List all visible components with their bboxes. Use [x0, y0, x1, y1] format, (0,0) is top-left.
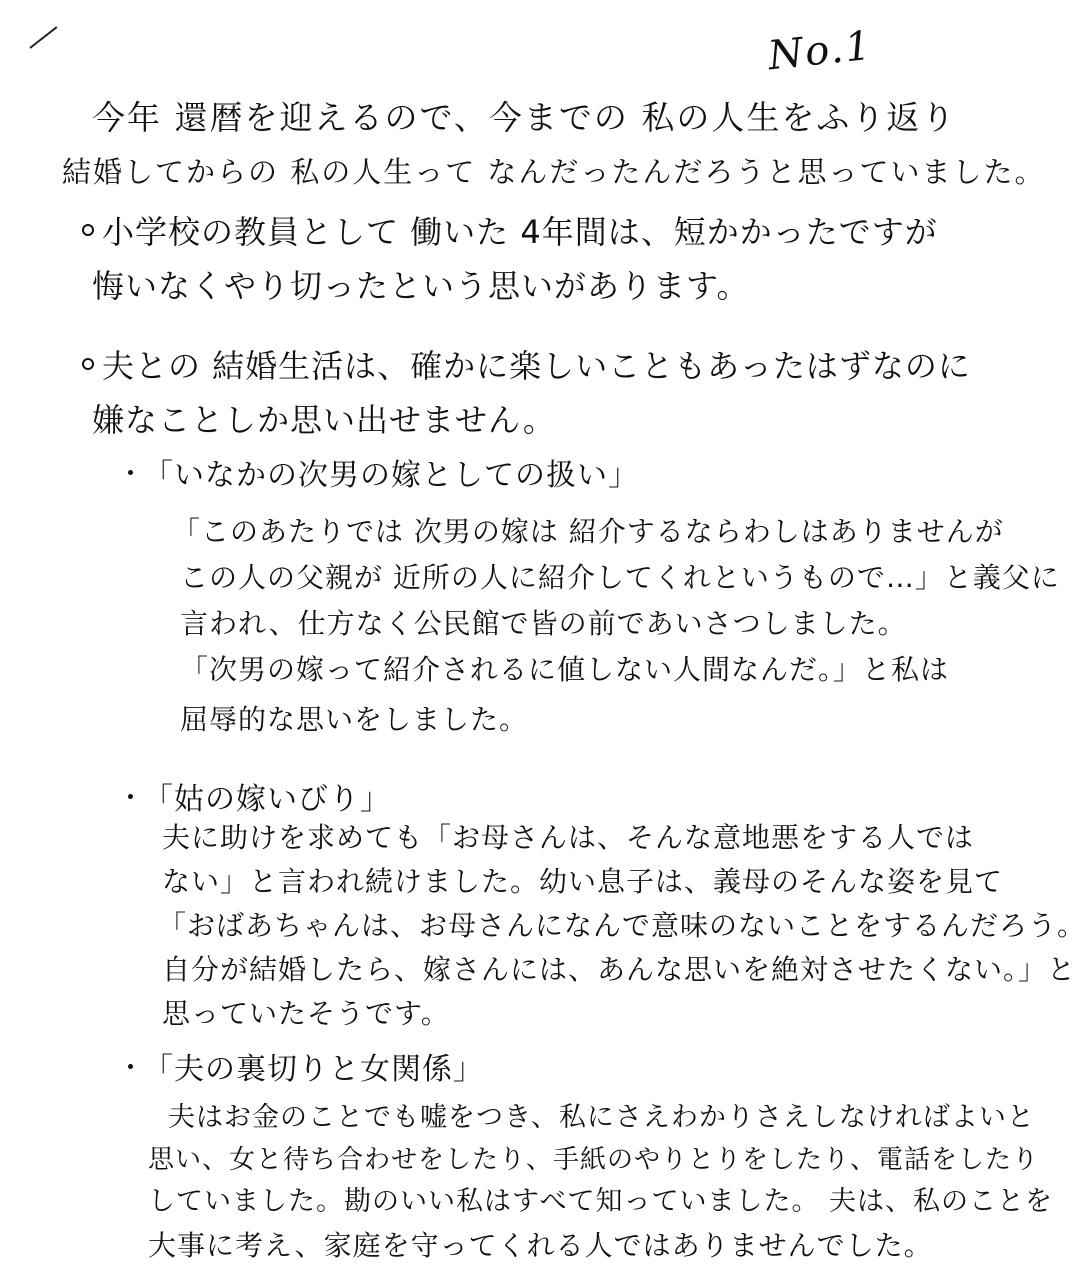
sub2-line-3: 「おばあちゃんは、お母さんになんで意味のないことをするんだろう。 — [158, 909, 1086, 942]
sub3-line-2: 思い、女と待ち合わせをしたり、手紙のやりとりをしたり、電話をしたり — [148, 1145, 1040, 1175]
sub3-line-4: 大事に考え、家庭を守ってくれる人ではありませんでした。 — [148, 1229, 933, 1262]
marriage-line-1 — [82, 346, 971, 386]
sub1-line-1: 「このあたりでは 次男の嫁は 紹介するならわしはありませんが — [172, 515, 1004, 548]
sub3-line-3: していました。勘のいい私はすべて知っていました。 夫は、私のことを — [148, 1186, 1054, 1217]
intro-line-1: 今年 還暦を迎えるので、今までの 私の人生をふり返り — [92, 98, 957, 137]
teacher-line-1-text: 小学校の教員として 働いた 4年間は、短かかったですが — [102, 213, 938, 251]
page-number: No.1 — [766, 22, 876, 80]
sub1-line-5: 屈辱的な思いをしました。 — [180, 703, 529, 736]
sub1-line-2: この人の父親が 近所の人に紹介してくれというもので…」と義父に — [180, 561, 1060, 594]
sub1-line-4: 「次男の嫁って紹介されるに値しない人間なんだ。」と私は — [180, 653, 950, 686]
sub2-heading-text: 「姑の嫁いびり」 — [143, 782, 391, 817]
sub1-heading — [128, 456, 639, 496]
sub2-line-5: 思っていたそうです。 — [162, 997, 450, 1030]
marriage-line-2: 嫌なことしか思い出せません。 — [92, 401, 556, 439]
bullet-dot — [128, 1064, 133, 1069]
sub2-line-2: ない」と言われ続けました。幼い息子は、義母のそんな姿を見て — [162, 865, 1004, 898]
sub2-line-4: 自分が結婚したら、嫁さんには、あんな思いを絶対させたくない。」と — [162, 953, 1077, 986]
sub1-heading-text: 「いなかの次男の嫁としての扱い」 — [143, 458, 639, 493]
sub3-heading-text: 「夫の裏切りと女関係」 — [143, 1052, 484, 1087]
marriage-line-1-text: 夫との 結婚生活は、確かに楽しいこともあったはずなのに — [102, 347, 971, 385]
bullet-dot — [128, 794, 133, 799]
bullet-circle — [82, 358, 94, 370]
sub2-line-1: 夫に助けを求めても「お母さんは、そんな意地悪をする人では — [162, 821, 975, 854]
bullet-dot — [128, 470, 133, 475]
sub3-line-1: 夫はお金のことでも嘘をつき、私にさえわかりさえしなければよいと — [168, 1102, 1035, 1133]
sub3-heading — [128, 1050, 484, 1090]
sub2-heading — [128, 780, 391, 820]
teacher-line-1 — [82, 212, 938, 252]
intro-line-2: 結婚してからの 私の人生って なんだったんだろうと思っていました。 — [62, 155, 1046, 189]
sub1-line-3: 言われ、仕方なく公民館で皆の前であいさつしました。 — [180, 607, 907, 640]
teacher-line-2: 悔いなくやり切ったという思いがあります。 — [92, 267, 750, 305]
bullet-circle — [82, 224, 94, 236]
pen-stroke-mark — [29, 26, 57, 49]
